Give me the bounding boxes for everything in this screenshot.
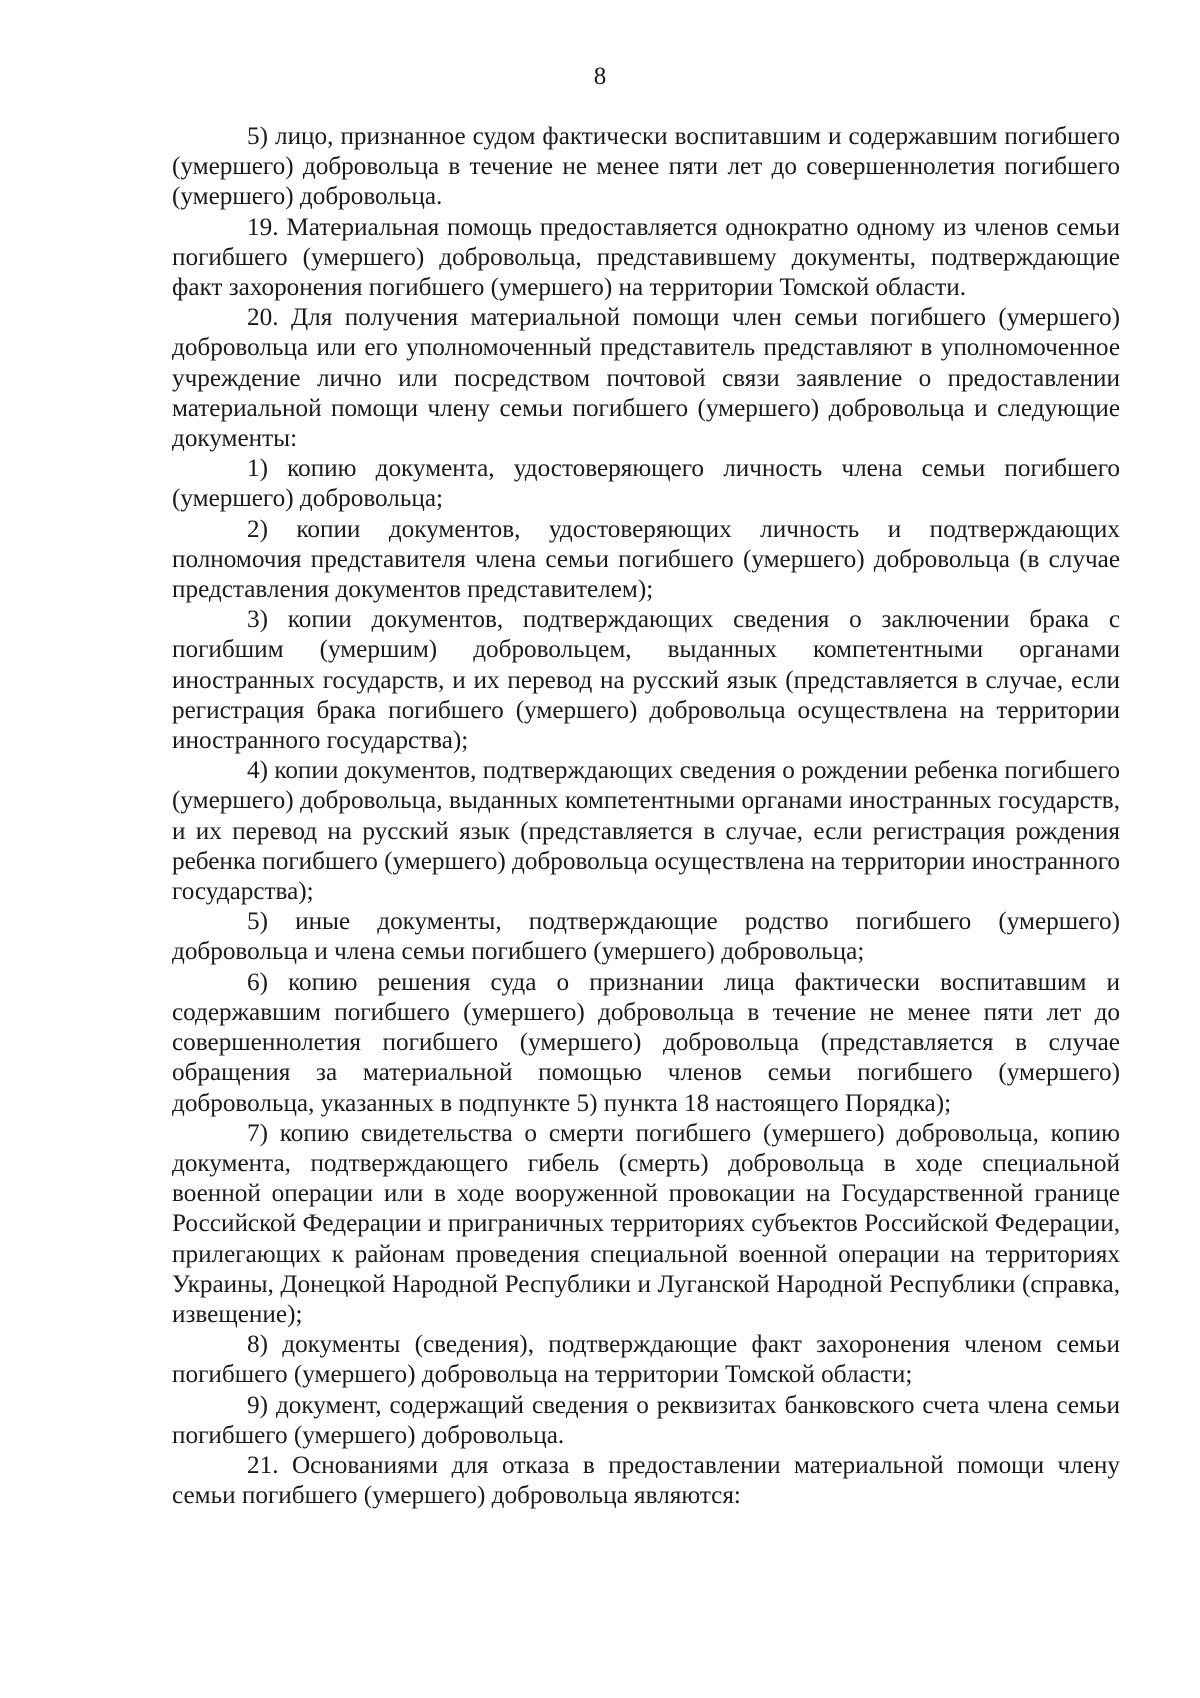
list-item-5-kinship-docs: 5) иные документы, подтверждающие родство погибшего (умершего) добровольца и члена семьи погибшего (умершего) добровольца; [172,908,1120,966]
list-item-6-court-decision: 6) копию решения суда о признании лица фактически воспитавшим и содержавшим погибшего (умершего) добровольца в течение не менее пяти лет до совершеннолетия погибшего (умершего) добровольца (представляется в случае обращения за материальной помощью членов семьи погибшего (умершего) добровольца, указанных в подпункте 5) пункта 18 настоящего Порядка); [172,968,1120,1117]
list-item-4-birth-docs: 4) копии документов, подтверждающих сведения о рождении ребенка погибшего (умершего) добровольца, выданных компетентными органами иностранных государств, и их перевод на русский язык (представляется в случае, если регистрация рождения ребенка погибшего (умершего) добровольца осуществлена на территории иностранного государства); [172,757,1120,906]
paragraph-20-documents-required: 20. Для получения материальной помощи член семьи погибшего (умершего) добровольца или его уполномоченный представитель представляют в уполномоченное учреждение лично или посредством почтовой связи заявление о предоставлении материальной помощи члену семьи погибшего (умершего) добровольца и следующие документы: [172,304,1120,453]
list-item-2-representative-docs: 2) копии документов, удостоверяющих личность и подтверждающих полномочия представителя члена семьи погибшего (умершего) добровольца (в случае представления документов представителем); [172,515,1120,604]
paragraph-19-material-aid-once: 19. Материальная помощь предоставляется однократно одному из членов семьи погибшего (умершего) добровольца, представившему документы, подтверждающие факт захоронения погибшего (умершего) на территории Томской области. [172,213,1120,302]
paragraph-item-5-person-raised: 5) лицо, признанное судом фактически воспитавшим и содержавшим погибшего (умершего) добровольца в течение не менее пяти лет до совершеннолетия погибшего (умершего) добровольца. [172,123,1120,211]
document-body [172,122,1120,1511]
list-item-8-burial-docs: 8) документы (сведения), подтверждающие факт захоронения членом семьи погибшего (умершего) добровольца на территории Томской области; [172,1331,1120,1389]
paragraph-21-refusal-grounds: 21. Основаниями для отказа в предоставлении материальной помощи члену семьи погибшего (умершего) добровольца являются: [172,1451,1120,1510]
list-item-3-marriage-docs: 3) копии документов, подтверждающих сведения о заключении брака с погибшим (умершим) добровольцем, выданных компетентными органами иностранных государств, и их перевод на русский язык (представляется в случае, если регистрация брака погибшего (умершего) добровольца осуществлена на территории иностранного государства); [172,606,1120,755]
page-number: 8 [593,63,607,90]
list-item-1-identity-copy: 1) копию документа, удостоверяющего личность члена семьи погибшего (умершего) добровольца; [172,455,1120,513]
list-item-9-bank-details: 9) документ, содержащий сведения о реквизитах банковского счета члена семьи погибшего (умершего) добровольца. [172,1391,1120,1449]
list-item-7-death-certificate: 7) копию свидетельства о смерти погибшего (умершего) добровольца, копию документа, подтверждающего гибель (смерть) добровольца в ходе специальной военной операции или в ходе вооруженной провокации на Государственной границе Российской Федерации и приграничных территориях субъектов Российской Федерации, прилегающих к районам проведения специальной военной операции на территориях Украины, Донецкой Народной Республики и Луганской Народной Республики (справка, извещение); [172,1119,1120,1328]
